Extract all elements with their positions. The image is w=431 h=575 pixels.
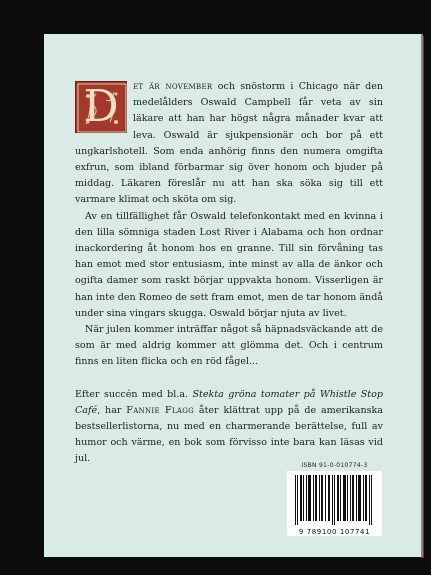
dropcap-letter: D (83, 80, 119, 132)
paragraph-1-text: och snöstorm i Chicago när den medelålders Oswald Campbell får veta av sin läkare att han har högst några månader kvar att leva. Oswald är sjukpensionär och bor på ett ungkarlshotell. Som enda anhörig finns den numera omgifta exfrun, som ibland förbarmar sig över honom och bjuder på middag. Läkaren föreslår nu att han ska söka sig till ett varmare klimat och sköta om sig. (75, 81, 383, 206)
paragraph-1 (75, 79, 383, 209)
previous-book-title: Stekta gröna tomater på Whistle Stop Café (75, 388, 383, 416)
paragraph-3: När julen kommer inträffar något så häpnadsväckande att de som är med aldrig kommer att glömma det. Och i centrum finns en liten flicka och en röd fågel... (75, 324, 383, 368)
blurb-text (75, 79, 383, 468)
paragraph-4 (75, 387, 383, 468)
barcode-digits: 9 789100 107741 (287, 528, 382, 536)
paragraph-4-end: åter klättrat upp på de amerikanska bestsellerlistorna, nu med en charmerande berättelse, full av humor och värme, en bok som förvisso inte bara kan läsas vid jul. (75, 404, 384, 465)
dropcap-ornament (75, 81, 127, 133)
barcode-bars-icon (295, 475, 375, 525)
paragraph-4-intro: Efter succén med bl.a. (75, 388, 193, 400)
paragraph-4-mid: , har (97, 404, 127, 416)
isbn-label: ISBN 91-0-010774-3 (301, 462, 368, 469)
author-name: Fannie Flagg (126, 404, 195, 416)
lead-in-smallcaps: et är november (133, 81, 213, 92)
paragraph-2: Av en tillfällighet får Oswald telefonkontakt med en kvinna i den lilla sömniga staden Lost River i Alabama och hon ordnar inackordering åt honom hos en granne. Till sin förvåning tas han emot med stor entusiasm, inte minst av alla de änkor och ogifta damer som raskt börjar uppvakta honom. Visserligen är han inte den Romeo de sett fram emot, men de tar honom ändå under sina vingars skugga. Oswald börjar njuta av livet. (75, 210, 383, 319)
barcode (287, 471, 382, 529)
